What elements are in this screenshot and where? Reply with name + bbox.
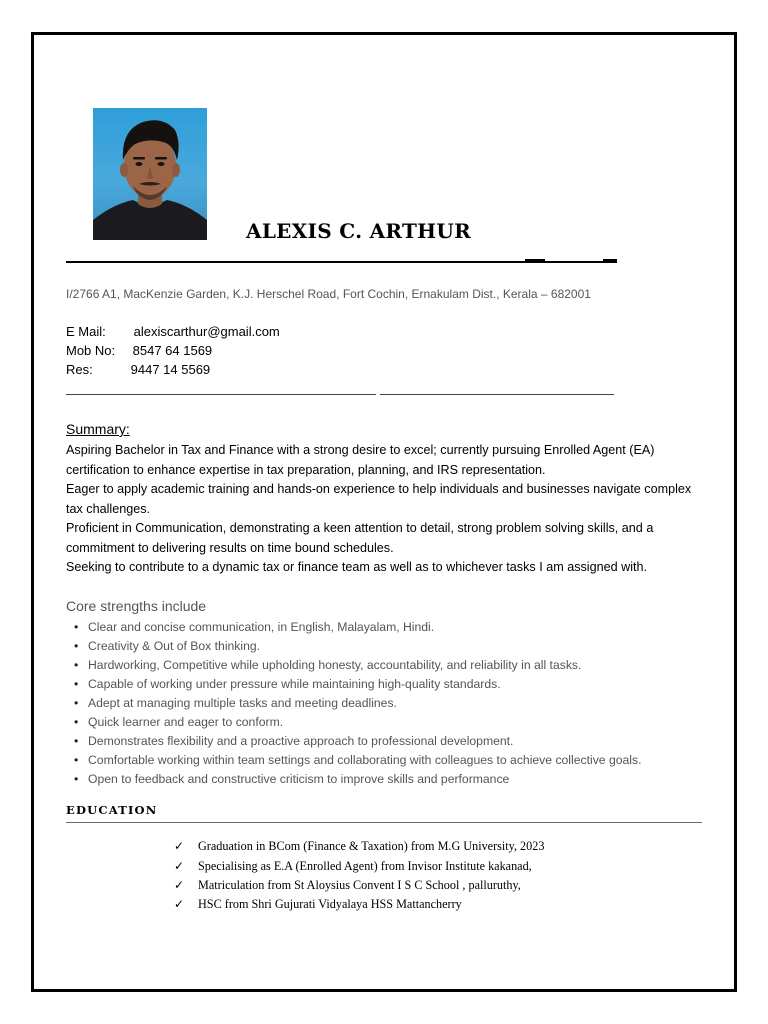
education-text: Specialising as E.A (Enrolled Agent) from Invisor Institute kakanad, <box>198 858 532 873</box>
summary-paragraph: Aspiring Bachelor in Tax and Finance with a strong desire to excel; currently pursuing Enrolled Agent (EA) certification to enhance expertise in tax preparation, planning, and IRS representation. <box>66 443 655 477</box>
address-line: I/2766 A1, MacKenzie Garden, K.J. Herschel Road, Fort Cochin, Ernakulam Dist., Kerala – 682001 <box>66 287 591 301</box>
education-text: Matriculation from St Aloysius Convent I S C School , palluruthy, <box>198 878 521 892</box>
list-item <box>74 618 641 637</box>
strength-text: Adept at managing multiple tasks and meeting deadlines. <box>88 696 397 710</box>
strength-text: Creativity & Out of Box thinking. <box>88 639 261 653</box>
summary-body <box>66 441 706 578</box>
email-value: alexiscarthur@gmail.com <box>133 324 280 339</box>
bullet-icon: • <box>74 734 79 748</box>
res-row <box>66 362 210 377</box>
education-list <box>174 837 544 912</box>
strength-text: Comfortable working within team settings and collaborating with colleagues to achieve collective goals. <box>88 753 642 767</box>
name-underline-accent <box>525 259 545 261</box>
checkmark-icon: ✓ <box>174 839 185 853</box>
strength-text: Demonstrates flexibility and a proactive approach to professional development. <box>88 734 514 748</box>
contact-divider <box>380 394 614 395</box>
education-text: Graduation in BCom (Finance & Taxation) from M.G University, 2023 <box>198 839 545 853</box>
strengths-heading: Core strengths include <box>66 598 207 614</box>
name-underline <box>66 261 617 263</box>
education-heading: EDUCATION <box>66 803 158 817</box>
list-item <box>74 637 641 656</box>
list-item <box>74 713 641 732</box>
res-label: Res: <box>66 362 93 377</box>
strength-text: Capable of working under pressure while maintaining high-quality standards. <box>88 677 501 691</box>
contact-divider <box>66 394 376 395</box>
strength-text: Quick learner and eager to conform. <box>88 715 284 729</box>
summary-paragraph: Seeking to contribute to a dynamic tax or finance team as well as to whichever tasks I am assigned with. <box>66 560 647 574</box>
list-item <box>74 770 641 789</box>
summary-paragraph: Proficient in Communication, demonstrating a keen attention to detail, strong problem solving skills, and a commitment to delivering results on time bound schedules. <box>66 521 654 555</box>
checkmark-icon: ✓ <box>174 896 185 911</box>
checkmark-icon: ✓ <box>174 858 185 873</box>
list-item <box>74 656 641 675</box>
list-item <box>74 675 641 694</box>
bullet-icon: • <box>74 658 79 672</box>
list-item <box>74 751 641 770</box>
mobile-label: Mob No: <box>66 343 116 358</box>
bullet-icon: • <box>74 677 79 691</box>
name-underline-accent <box>603 259 617 261</box>
list-item <box>174 876 544 896</box>
bullet-icon: • <box>74 620 79 634</box>
candidate-name: ALEXIS C. ARTHUR <box>246 219 472 243</box>
strength-text: Open to feedback and constructive criticism to improve skills and performance <box>88 772 510 786</box>
strengths-list <box>74 618 641 789</box>
profile-photo <box>93 108 207 240</box>
list-item <box>174 837 544 857</box>
mobile-row <box>66 343 212 358</box>
education-divider <box>66 822 702 823</box>
list-item <box>74 732 641 751</box>
bullet-icon: • <box>74 639 79 653</box>
bullet-icon: • <box>74 772 79 786</box>
list-item <box>174 857 544 877</box>
list-item <box>174 896 544 912</box>
bullet-icon: • <box>74 696 79 710</box>
bullet-icon: • <box>74 715 79 729</box>
list-item <box>74 694 641 713</box>
summary-paragraph: Eager to apply academic training and hands-on experience to help individuals and businesses navigate complex tax challenges. <box>66 482 692 516</box>
mobile-value: 8547 64 1569 <box>132 343 213 358</box>
res-value: 9447 14 5569 <box>130 362 211 377</box>
checkmark-icon: ✓ <box>174 878 185 892</box>
summary-heading: Summary: <box>66 421 130 437</box>
strength-text: Hardworking, Competitive while upholding honesty, accountability, and reliability in all tasks. <box>88 658 582 672</box>
strength-text: Clear and concise communication, in English, Malayalam, Hindi. <box>88 620 435 634</box>
bullet-icon: • <box>74 753 79 767</box>
education-text: HSC from Shri Gujurati Vidyalaya HSS Mattancherry <box>198 896 462 911</box>
email-row <box>66 324 280 339</box>
email-label: E Mail: <box>66 324 106 339</box>
